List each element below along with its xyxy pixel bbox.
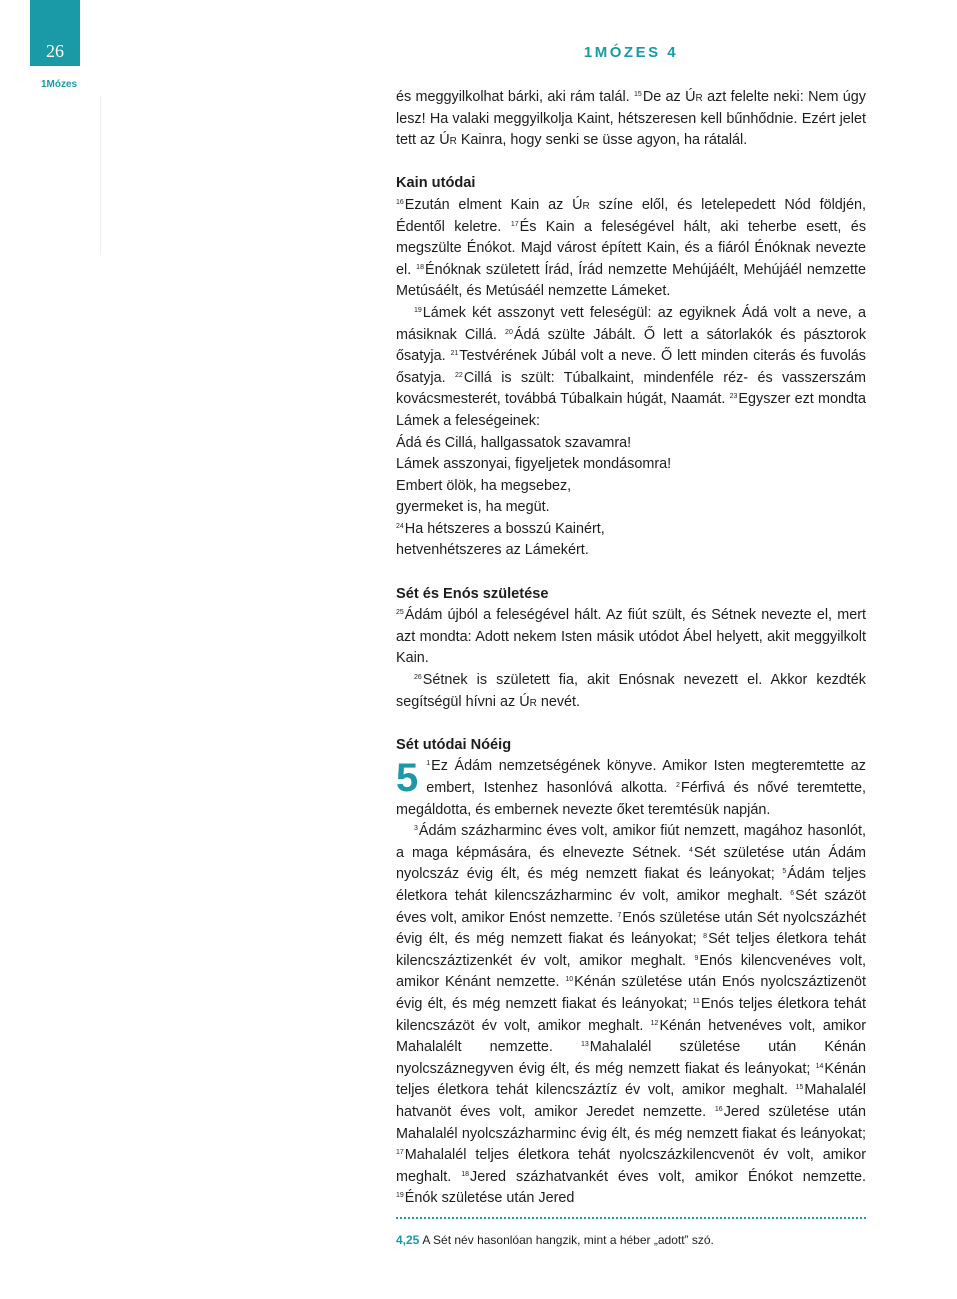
lord-name: Úr [439, 132, 457, 149]
verse-number: 3 [414, 825, 418, 833]
paragraph-set-1: $^{25}$Ádám újból a feleségével hált. Az fiút szült, és Sétnek nevezte el, mert azt mondta: Adott nekem Isten másik utódot Ábel helyett, akit meggyilkolt Kain. [396, 607, 866, 667]
verse-number: 25 [396, 609, 404, 617]
verse-number: 15 [795, 1084, 804, 1092]
verse-number: 17 [510, 220, 519, 228]
footnote [396, 1232, 866, 1248]
poem-line: Lámek asszonyai, figyeljetek mondásomra! [396, 456, 672, 473]
poem-line: Embert ölök, ha megsebez, [396, 477, 572, 494]
poem-line: $^{24}$Ha hétszeres a bosszú Kainért, [396, 520, 605, 537]
verse-number: 19 [396, 1192, 404, 1200]
verse-number: 8 [703, 933, 708, 941]
paragraph-ch5-2: $^3$Ádám százharminc éves volt, amikor fiút nemzett, magához hasonlót, a maga képmására, és elnevezte Sétnek. $^4$Sét születése után Ádám nyolcszáz évig élt, és még nemzett fiakat és leányokat; $^5$Ádám teljes életkora tehát kilencszázharminc év volt, amikor meghalt. $^6$Sét százöt éves volt, amikor Enóst nemzette. $^7$Enós születése után Sét nyolcszázhét évig élt, és még nemzett fiakat és leányokat; $^8$Sét teljes életkora tehát kilencszáztizenkét év volt, amikor meghalt. $^9$Enós kilencvenéves volt, amikor Kénánt nemzette. $^{10}$Kénán születése után Enós nyolcszáztizenöt évig élt, és még nemzett fiakat és leányokat; $^{11}$Enós teljes életkora tehát kilencszázöt év volt, amikor meghalt. $^{12}$Kénán hetvenéves volt, amikor Mahalalélt nemzette. $^{13}$Mahalalél születése után Kénán nyolcszáznegyven évig élt, és még nemzett fiakat és leányokat; $^{14}$Kénán teljes életkora tehát kilencszáztíz év volt, amikor meghalt. $^{15}$Mahalalél hatvanöt éves volt, amikor Jeredet nemzette. $^{16}$Jered születése után Mahalalél nyolcszázharminc évig élt, és még nemzett fiakat és leányokat; $^{17}$Mahalalél teljes életkora tehát nyolcszázkilencvenöt év volt, amikor meghalt. $^{18}$Jered százhatvankét éves volt, amikor Énókot nemzette. $^{19}$Énók születése után Jered [396, 823, 867, 1207]
section-heading-kain: Kain utódai [396, 175, 476, 192]
footnote-reference: 4,25 [396, 1233, 420, 1247]
paragraph-set-2: $^{26}$Sétnek is született fia, akit Enósnak nevezett el. Akkor kezdték segítségül hívni az Úr nevét. [396, 672, 866, 710]
verse-number: 20 [505, 328, 513, 336]
verse-number: 4 [689, 846, 693, 854]
verse-number: 13 [580, 1041, 589, 1049]
paragraph-kain-2: $^{19}$Lámek két asszonyt vett feleségül: az egyiknek Ádá volt a neve, a másiknak Cillá. $^{20}$Ádá szülte Jábált. Ő lett a sátorlakók és pásztorok ősatyja. $^{21}$Testvérének Júbál volt a neve. Ő lett minden citerás és fuvolás ősatyja. $^{22}$Cillá is szült: Túbalkaint, mindenféle réz- és vasszerszám kovácsmesterét, továbbá Túbalkain húgát, Naamát. $^{23}$Egyszer ezt mondta Lámek a feleségeinek: [396, 304, 867, 429]
verse-number: 7 [617, 911, 622, 919]
verse-number: 16 [396, 198, 404, 206]
chapter-number: 5 [396, 756, 419, 801]
page-number: 26 [46, 41, 64, 61]
verse-number: 11 [692, 997, 700, 1005]
verse-number: 15 [634, 91, 642, 98]
poem-line: gyermeket is, ha megüt. [396, 499, 550, 516]
paragraph-intro: és meggyilkolhat bárki, aki rám talál. $^{15}$De az Úr azt felelte neki: Nem úgy lesz! Ha valaki meggyilkolja Kaint, hétszeresen kell bűnhődnie. Ezért jelet tett az Úr Kainra, hogy senki se üsse agyon, ha rátalál. [396, 89, 867, 149]
verse-number: 10 [565, 976, 574, 984]
verse-number: 23 [729, 393, 738, 401]
verse-number: 6 [790, 889, 795, 897]
footnote-divider [396, 1217, 866, 1219]
footnote-text: A Sét név hasonlóan hangzik, mint a héber „adott” szó. [422, 1233, 714, 1247]
verse-number: 1 [426, 760, 431, 768]
verse-number: 2 [676, 782, 680, 789]
paragraph-ch5-1: $^1$Ez Ádám nemzetségének könyve. Amikor Isten megteremtette az embert, Istenhez hasonlóvá alkotta. $^2$Férfivá és nővé teremtette, megáldotta, és embernek nevezte őket teremtésük napján. [396, 758, 866, 818]
section-heading-set: Sét és Enós születése [396, 585, 549, 602]
paragraph-kain-1: $^{16}$Ezután elment Kain az Úr színe elől, és letelepedett Nód földjén, Édentől keletre. $^{17}$És Kain a feleségével hált, aki teherbe esett, és megszülte Énókot. Majd várost épített Kain, és a fiáról Énóknak nevezte el. $^{18}$Énóknak született Írád, Írád nemzette Mehújáélt, Mehújáél nemzette Metúsáélt, és Metúsáél nemzette Lámeket. [396, 196, 867, 300]
verse-number: 18 [416, 263, 424, 271]
verse-number: 26 [414, 674, 422, 682]
poem-line: Ádá és Cillá, hallgassatok szavamra! [396, 434, 632, 451]
lord-name: Úr [572, 196, 590, 213]
lord-name: Úr [685, 89, 703, 105]
lord-name: Úr [519, 693, 537, 710]
verse-number: 16 [714, 1105, 723, 1113]
section-heading-ch5: Sét utódai Nóéig [396, 736, 512, 753]
verse-number: 22 [455, 371, 463, 379]
page-number-tab [30, 0, 80, 66]
verse-number: 12 [650, 1019, 659, 1027]
side-divider [100, 95, 101, 255]
verse-number: 14 [815, 1062, 824, 1070]
chapter-5-block [396, 756, 866, 821]
verse-number: 24 [396, 522, 404, 530]
running-head: 1MÓZES 4 [583, 44, 679, 61]
verse-number: 18 [461, 1170, 470, 1178]
poem-line: hetvenhétszeres az Lámekért. [396, 542, 589, 559]
verse-number: 21 [450, 350, 459, 358]
verse-number: 9 [694, 954, 699, 962]
main-text [396, 87, 866, 1210]
verse-number: 5 [782, 868, 787, 876]
verse-number: 17 [396, 1149, 404, 1157]
book-label: 1Mózes [41, 79, 78, 90]
verse-number: 19 [414, 306, 422, 314]
